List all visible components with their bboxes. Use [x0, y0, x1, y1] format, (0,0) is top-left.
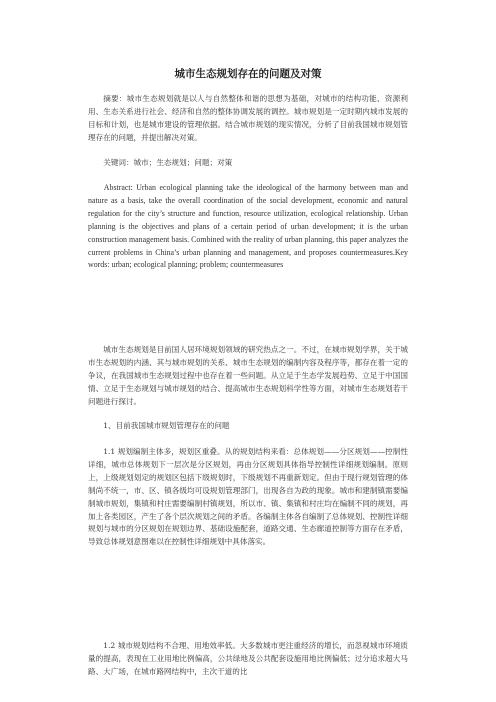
introduction-paragraph: 城市生态规划是目前国人居环境规划领域的研究热点之一。不过，在城市规划学界，关于城市生态规划的内涵、其与城市规划的关系、城市生态规划的编制内容及程序等，都存在着一定的争议，在我国城市生态规划过程中也存在着一些问题。从立足于生态学发展趋势、立足于中国国情、立足于生态规划与城市规划的结合、提高城市生态规划科学性等方面，对城市生态规划若干问题进行探讨。 [88, 345, 408, 406]
section-1-2-paragraph: 1.2 城市规划结构不合理、用地效率低。大多数城市更注重经济的增长，而忽视城市环境质量的提高，表现在工业用地比例偏高，公共绿地及公共配套设施用地比例偏低；过分追求超大马路、大广场，在城市路网结构中，主次干道的比 [88, 641, 408, 676]
section-heading-1: 1、目前我国城市规划管理存在的问题 [103, 421, 230, 430]
document-title: 城市生态规划存在的问题及对策 [174, 68, 322, 80]
abstract-chinese: 摘要：城市生态规划就是以人与自然整体和谐的思想为基础，对城市的结构功能、资源利用、生态关系进行社会、经济和自然的整体协调发展的调控。城市规划是一定时期内城市发展的目标和计划，也是城市建设的管理依据。结合城市规划的现实情况，分析了目前我国城市规划管理存在的问题，并提出解决对策。 [88, 94, 408, 142]
keywords-chinese: 关键词：城市；生态规划；问题；对策 [103, 158, 233, 167]
section-1-1-paragraph: 1.1 规划编制主体多，规划区重叠。从的规划结构来看：总体规划——分区规划——控制性详细，城市总体规划下一层次是分区规划，再由分区规划具体指导控制性详细规划编制。原则上，上级规划划定的规划区包括下级规划时，下级规划不再重新划定。但由于现行规划管理的体制尚不统一，市、区、镇各级均可设规划管理部门，出现各自为政的现象。城市和建制镇需要编制城市规划，集镇和村庄需要编制村镇规划，所以市、镇、集镇和村庄均在编制不同的规划，再加上各类园区，产生了各个层次规划之间的矛盾。各编制主体各自编制了总体规划、控制性详细规划与城市的分区规划在规划边界、基础设施配套，道路交通、生态廊道控制等方面存在矛盾，导致总体规划意图难以在控制性详细规划中具体落实。 [88, 447, 408, 547]
abstract-english: Abstract: Urban ecological planning take the ideological of the harmony between man and nature as a basis, take the overall coordination of the social development, economic and natural regulation for the city’s structure and function, resource utilization, ecological relationship. Urban planning is the objectives and plans of a certain period of urban development; it is the urban construction management basis. Combined with the reality of urban planning, this paper analyzes the current problems in China’s urban planning and management, and proposes countermeasures.Key words: urban; ecological planning; problem; countermeasures [88, 183, 408, 270]
